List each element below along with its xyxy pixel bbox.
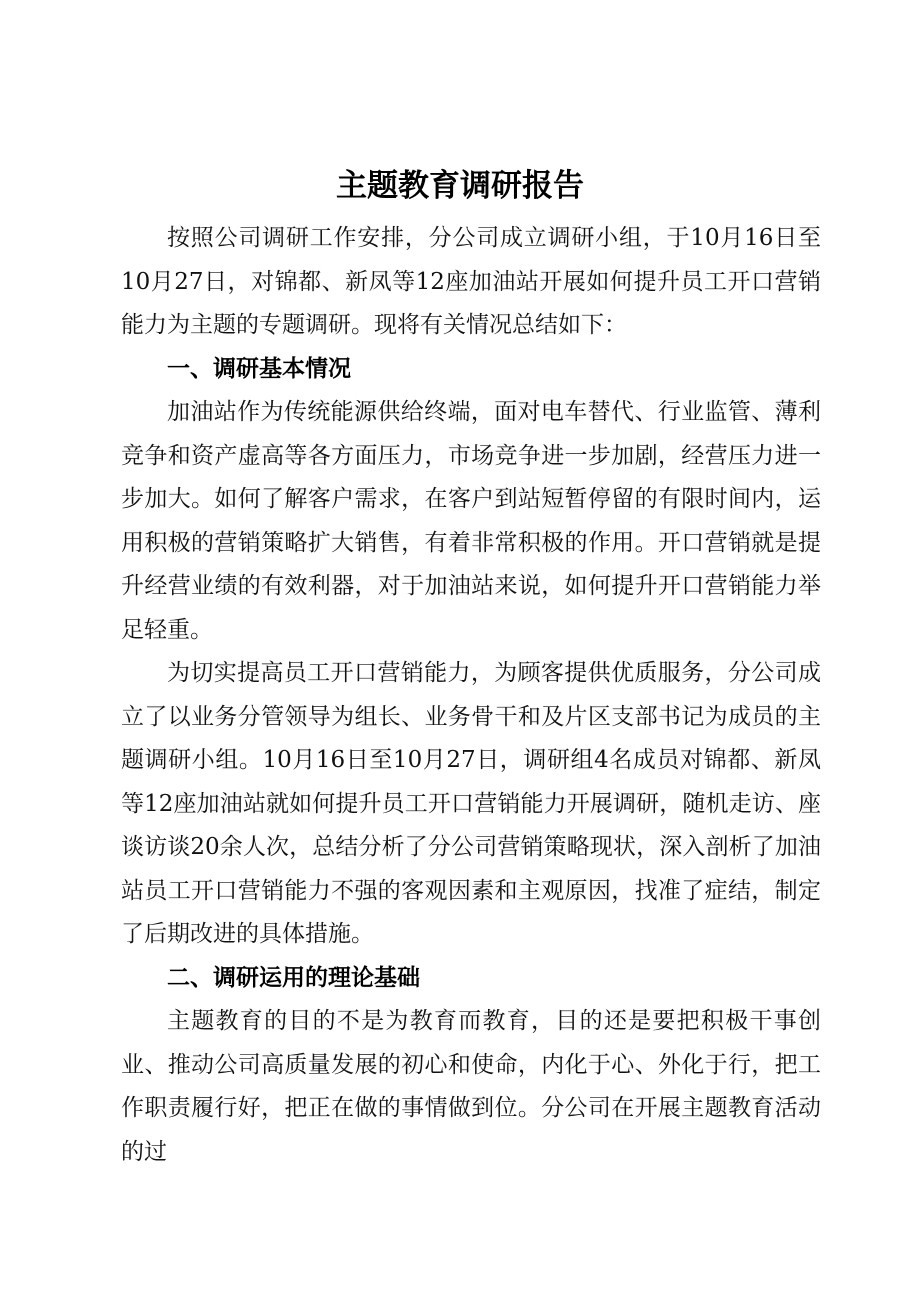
section-2-paragraph-1: 主题教育的目的不是为教育而教育，目的还是要把积极干事创业、推动公司高质量发展的初心和使命，内化于心、外化于行，把工作职责履行好，把正在做的事情做到位。分公司在开展主题教育活动的过	[121, 1008, 821, 1165]
section-2-heading: 二、调研运用的理论基础	[167, 964, 420, 991]
section-1-heading: 一、调研基本情况	[167, 355, 351, 382]
document-body	[121, 217, 821, 1174]
intro-paragraph: 按照公司调研工作安排，分公司成立调研小组，于10月16日至10月27日，对锦都、新凤等12座加油站开展如何提升员工开口营销能力为主题的专题调研。现将有关情况总结如下：	[121, 225, 821, 338]
section-1-paragraph-2: 为切实提高员工开口营销能力，为顾客提供优质服务，分公司成立了以业务分管领导为组长、业务骨干和及片区支部书记为成员的主题调研小组。10月16日至10月27日，调研组4名成员对锦都、新凤等12座加油站就如何提升员工开口营销能力开展调研，随机走访、座谈访谈20余人次，总结分析了分公司营销策略现状，深入剖析了加油站员工开口营销能力不强的客观因素和主观原因，找准了症结，制定了后期改进的具体措施。	[121, 660, 821, 947]
section-1-paragraph-1: 加油站作为传统能源供给终端，面对电车替代、行业监管、薄利竞争和资产虚高等各方面压力，市场竞争进一步加剧，经营压力进一步加大。如何了解客户需求，在客户到站短暂停留的有限时间内，运用积极的营销策略扩大销售，有着非常积极的作用。开口营销就是提升经营业绩的有效利器，对于加油站来说，如何提升开口营销能力举足轻重。	[121, 399, 821, 643]
document-title: 主题教育调研报告	[336, 168, 584, 204]
